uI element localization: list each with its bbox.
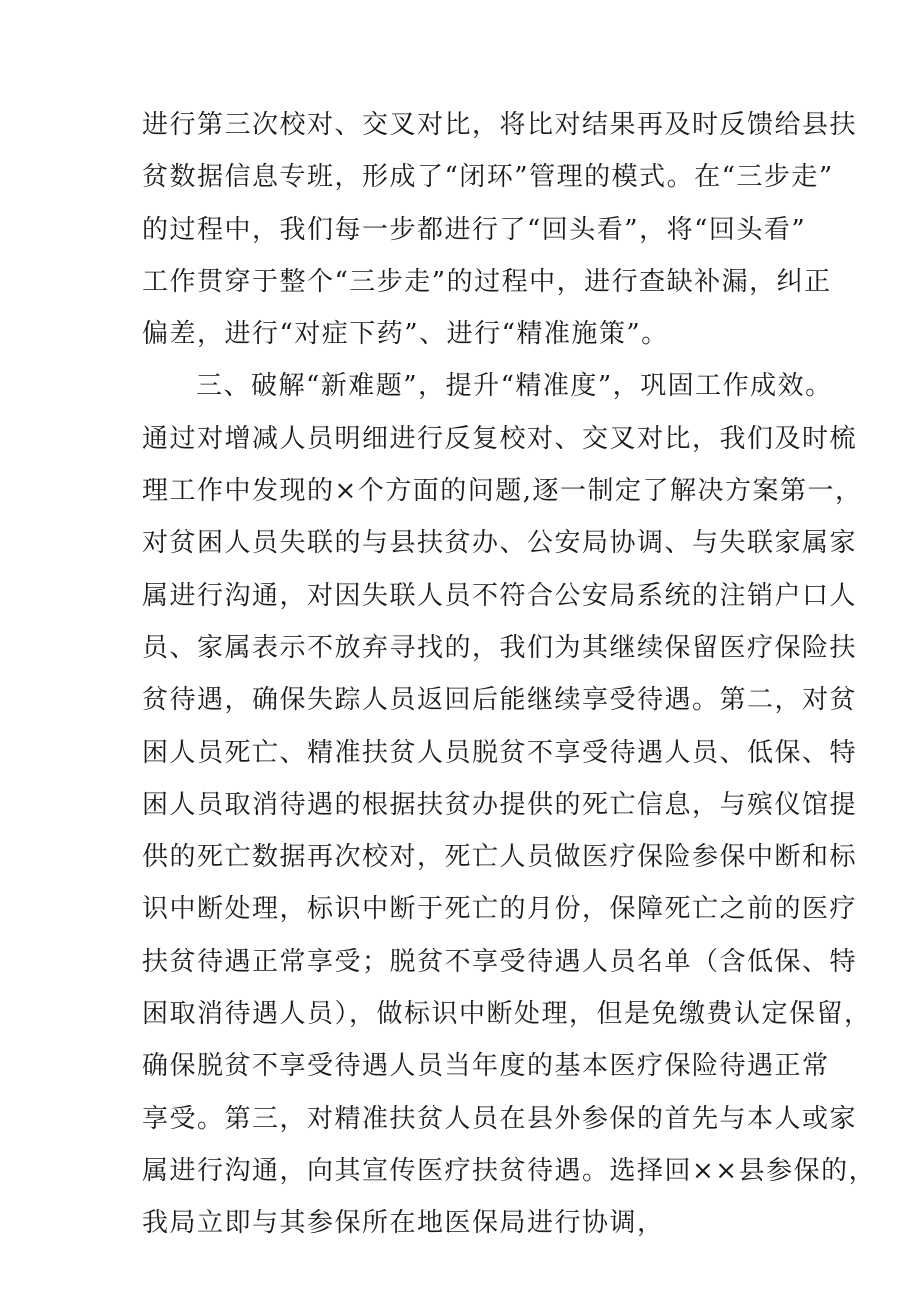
- text-line: 贫待遇，确保失踪人员返回后能继续享受待遇。第二，对贫: [142, 685, 858, 716]
- text-line: 工作贯穿于整个“三步走”的过程中，进行查缺补漏，纠正: [142, 266, 832, 297]
- text-line: 的过程中，我们每一步都进行了“回头看”，将“回头看”: [142, 214, 807, 245]
- text-line: 员、家属表示不放弃寻找的，我们为其继续保留医疗保险扶: [142, 632, 858, 663]
- text-line: 识中断处理，标识中断于死亡的月份，保障死亡之前的医疗: [142, 894, 858, 925]
- text-line: 属进行沟通，对因失联人员不符合公安局系统的注销户口人: [142, 580, 858, 611]
- text-line: 理工作中发现的×个方面的问题,逐一制定了解决方案第一，: [142, 476, 863, 507]
- text-line: 偏差，进行“对症下药”、进行“精准施策”。: [142, 319, 669, 350]
- text-line: 贫数据信息专班，形成了“闭环”管理的模式。在“三步走”: [142, 162, 834, 193]
- text-line: 进行第三次校对、交叉对比，将比对结果再及时反馈给县扶: [142, 110, 858, 140]
- text-line: 我局立即与其参保所在地医保局进行协调，: [142, 1208, 665, 1239]
- document-body: [142, 99, 877, 1250]
- text-line: 困人员死亡、精准扶贫人员脱贫不享受待遇人员、低保、特: [142, 737, 858, 768]
- text-line: 困取消待遇人员），做标识中断处理，但是免缴费认定保留，: [142, 999, 872, 1030]
- text-line: 享受。第三，对精准扶贫人员在县外参保的首先与本人或家: [142, 1103, 858, 1134]
- text-line: 通过对增减人员明细进行反复校对、交叉对比，我们及时梳: [142, 423, 858, 454]
- section-heading-line: 三、破解“新难题”，提升“精准度”，巩固工作成效。: [196, 371, 833, 402]
- text-line: 确保脱贫不享受待遇人员当年度的基本医疗保险待遇正常: [142, 1051, 830, 1082]
- text-line: 困人员取消待遇的根据扶贫办提供的死亡信息，与殡仪馆提: [142, 789, 858, 820]
- text-line: 扶贫待遇正常享受；脱贫不享受待遇人员名单（含低保、特: [142, 946, 858, 977]
- text-line: 供的死亡数据再次校对，死亡人员做医疗保险参保中断和标: [142, 842, 858, 873]
- text-line: 对贫困人员失联的与县扶贫办、公安局协调、与失联家属家: [142, 528, 858, 559]
- text-line: 属进行沟通，向其宣传医疗扶贫待遇。选择回××县参保的，: [142, 1155, 877, 1186]
